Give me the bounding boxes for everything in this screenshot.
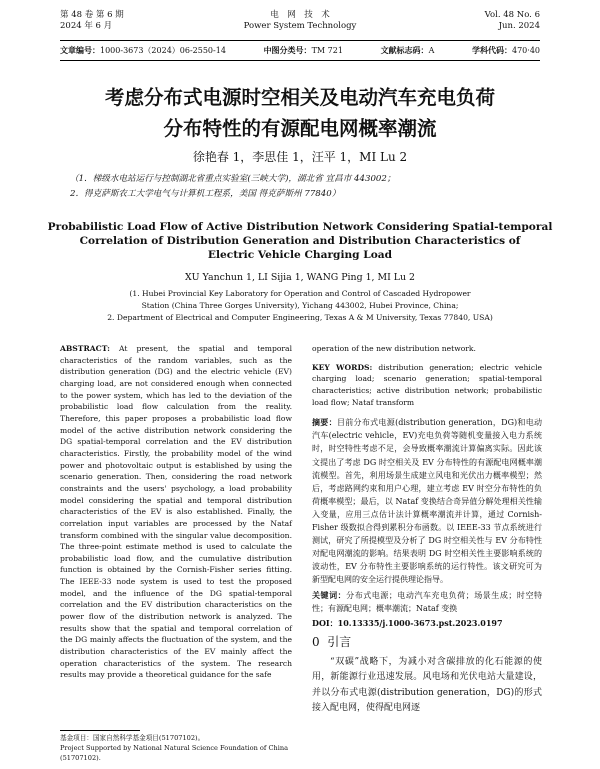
volume-no-en: Vol. 48 No. 6: [484, 10, 540, 20]
keywords-en: [312, 362, 542, 409]
authors-cn: 徐艳春 1，李思佳 1，汪平 1，MI Lu 2: [192, 150, 408, 164]
header-center: [60, 10, 540, 32]
affiliations-en: (1. Hubei Provincial Key Laboratory for Operation and Control of Cascaded Hydropower Station (China Three Gorges University), Yichang 443002, Hubei Province, China; 2. Department of Electrical and Computer Engineering, Texas A & M University, Texas 77840, USA): [107, 289, 493, 322]
title-cn: 考虑分布式电源时空相关及电动汽车充电负荷 分布特性的有源配电网概率潮流: [104, 86, 495, 140]
keywords-cn: [312, 589, 542, 615]
footnote-rule: [60, 730, 140, 731]
keywords-en-label: KEY WORDS:: [312, 362, 373, 372]
right-column: [312, 343, 542, 717]
doi: DOI：10.13335/j.1000-3673.pst.2023.0197: [312, 617, 503, 628]
keywords-cn-text: 分布式电源；电动汽车充电负荷；场景生成；时空特性；有源配电网；概率潮流；Nataf 变换: [312, 590, 542, 613]
subject-code: 学科代码：470·40: [472, 45, 540, 55]
volume-issue: 第 48 卷 第 6 期: [60, 10, 124, 20]
abstract-cn-label: 摘要：: [312, 417, 337, 428]
authors-en: XU Yanchun 1, LI Sijia 1, WANG Ping 1, MI Lu 2: [185, 272, 415, 283]
section-title: 引言: [327, 634, 352, 649]
article-number: 文章编号：1000-3673（2024）06-2550-14: [60, 45, 226, 55]
keywords-en-text: distribution generation; electric vehicle charging load; scenario generation; spatial-temporal characteristics; active distribution network; probabilistic load flow; Nataf transform: [312, 362, 542, 407]
keywords-cn-label: 关键词：: [312, 589, 347, 600]
journal-name-en: Power System Technology: [243, 21, 357, 31]
document-code: 文献标志码：A: [380, 45, 435, 55]
meta-rule: [60, 60, 540, 61]
header-rule: [60, 40, 540, 41]
abstract-cn: [312, 416, 542, 586]
abstract-en-continuation: operation of the new distribution network.: [312, 344, 476, 353]
title-en: Probabilistic Load Flow of Active Distribution Network Considering Spatial-temporal Correlation of Distribution Generation and Distribution Characteristics of Electric Vehicle Charging Load: [47, 221, 553, 261]
abstract-cn-text: 目前分布式电源(distribution generation，DG)和电动汽车(electric vehicle，EV)充电负荷等随机变量接入电力系统时，时空特性考虑不足，会导致概率潮流计算偏离实际。因此该文提出了考虑 DG 时空相关及 EV 分布特性的有源配电网概率潮流模型。首先，利用场景生成建立风电和光伏出力概率模型；然后，考虑路网约束和用户心理，建立考虑 EV 时空分布特性的负荷概率模型；最后，以 Nataf 变换结合奇异值分解处理相关性输入变量，应用三点估计法计算概率潮流并计算，通过 Cornish-Fisher 级数拟合得到累积分布函数。以 IEEE-33 节点系统进行测试，研究了所提模型及分析了 DG 时空相关性与 EV 分布特性对配电网潮流的影响。结果表明 DG 时空相关性主要影响系统的波动性，EV 分布特性主要影响系统的运行特性。该文研究可为新型配电网的安全运行提供理论指导。: [312, 418, 543, 585]
section-number: 0: [312, 634, 320, 649]
footnote: 基金项目：国家自然科学基金项目(51707102)。 Project Supported by National Natural Science Foundation of China (51707102).: [60, 734, 289, 762]
article-meta: [60, 45, 540, 56]
issue-date-cn: 2024 年 6 月: [60, 21, 113, 31]
running-header: [60, 10, 540, 48]
affiliations-cn: （1．梯级水电站运行与控制湖北省重点实验室(三峡大学)，湖北省 宜昌市 443002； 2．得克萨斯农工大学电气与计算机工程系，美国 得克萨斯州 77840）: [70, 174, 396, 199]
abstract-en-label: ABSTRACT:: [60, 344, 110, 353]
journal-name-cn: 电 网 技 术: [270, 10, 330, 20]
issue-date-en: Jun. 2024: [498, 21, 540, 31]
clc-number: 中图分类号：TM 721: [263, 45, 343, 55]
header-right: [485, 10, 540, 32]
abstract-en-text: At present, the spatial and temporal characteristics of the random variables, such as the distribution generation (DG) and the electric vehicle (EV) charging load, are not considered enough when connected to the power system, which has led to the deviation of the probabilistic load flow calculation from the reality. Therefore, this paper proposes a probabilistic load flow model of the active distribution network considering the DG spatial-temporal correlation and the EV distribution characteristics. Firstly, the probability model of the wind power and photovoltaic output is established by using the scenario generation. Then, considering the road network constraints and the users' psychology, a load probability model considering the spatial and temporal distribution characteristics of the EV is also established. Finally, the correlation input variables are processed by the Nataf transform combined with the singular value decomposition. The three-point estimate method is used to calculate the probabilistic load flow, and the cumulative distribution function is obtained by the Cornish-Fisher series fitting. The IEEE-33 node system is used to test the proposed model, and the influence of the DG spatial-temporal correlation and the EV distribution characteristics on the power flow of the distribution network is analyzed. The results show that the spatial and temporal correlation of the DG mainly affects the fluctuation of the system, and the distribution characteristics of the EV mainly affect the operation characteristics of the system. The research results may provide a theoretical guidance for the safe: [60, 344, 293, 680]
abstract-en: [60, 343, 292, 681]
intro-paragraph: “双碳”战略下，为减小对含碳排放的化石能源的使用，新能源行业迅速发展。风电场和光伏电站大量建设，并以分布式电源(distribution generation，DG)的形式接入配电网，使得配电网逐: [312, 656, 542, 714]
section-heading: [312, 633, 542, 651]
